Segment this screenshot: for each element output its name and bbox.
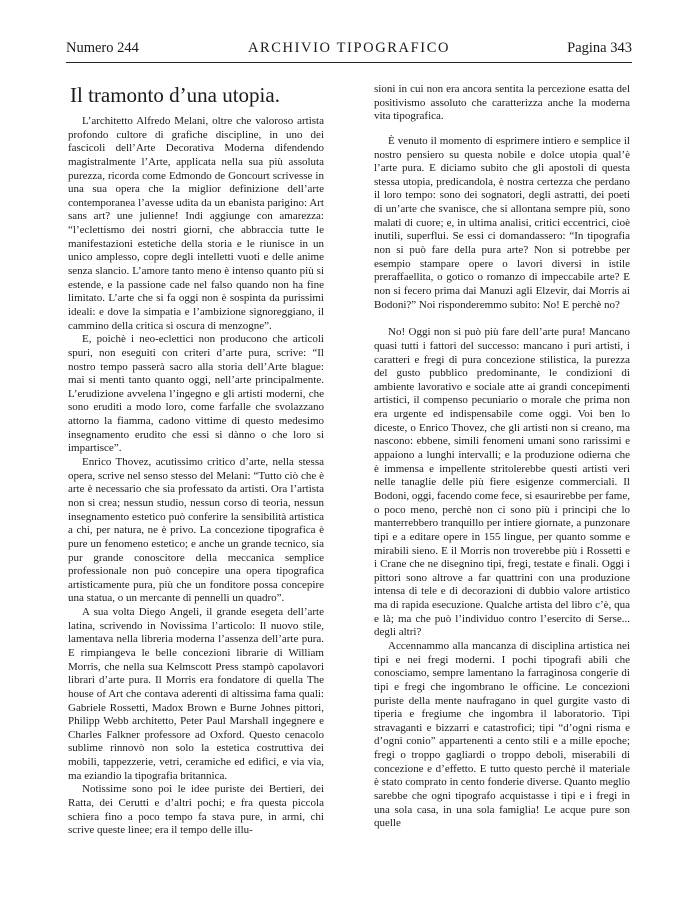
paragraph: E, poichè i neo-eclettici non producono che articoli spuri, non eseguiti con criteri d’arte pura, scrive: “Il nostro tempo passerà sacro alla storia dell’Arte blague: mai si mentì tanto quanto oggi, nell’arte principalmente. L’erudizione avvelena l’ingegno e gli artisti moderni, che sono eruditi a modo loro, come farfalle che svolazzano attorno la fiamma, cadono vittime di questo medesimo insegnamento erudito che essi si dànno o che loro si impartisce”.: [68, 333, 324, 455]
article-title: Il tramonto d’una utopia.: [70, 83, 280, 107]
paragraph: Notissime sono poi le idee puriste dei Bertieri, dei Ratta, dei Cerutti e d’altri pochi; e fra questa piccola schiera fino a poco tempo fa stava pure, in armi, chi scrive queste linee; era il tempo delle illu-: [68, 783, 324, 837]
paragraph: A sua volta Diego Angeli, il grande esegeta dell’arte latina, scrivendo in Novissima l’articolo: Il nuovo stile, lamentava nella libreria moderna l’assenza dell’arte pura. E rimpiangeva le belle concezioni librarie di William Morris, che nella sua Kelmscott Press stampò capolavori librari d’arte pura. Il Morris era fondatore di quella The house of Art che contava aderenti di altissima fama quali: Gabriele Rossetti, Madox Brown e Burne Johnes pittori, Philipp Webb architetto, Peter Paul Marshall ingegnere e Charles Falkner professore ad Oxford. Questo cenacolo sublime rinnovò non solo la estetica costruttiva dei mobili, tappezzerie, vetri, ceramiche ed edifici, e via via, ma eziandio la tipografia britannica.: [68, 606, 324, 782]
paragraph: Enrico Thovez, acutissimo critico d’arte, nella stessa opera, scrive nel senso stesso del Melani: “Tutto ciò che è arte è necessario che sia professato da artisti. Ora l’artista non si crea; nessun studio, nessun corso di teoria, nessun insegnamento estetico può conferire la sensibilità artistica a chi, per natura, ne è privo. La concezione tipografica è pure un fenomeno estetico; e anche un grande tecnico, sia pur grande conoscitore della meccanica semplice professionale non può concepire una opera tipografica artisticamente pura, più che un fonditore possa concepire una statua, o un mercante di pennelli un quadro”.: [68, 456, 324, 605]
running-header: [66, 40, 632, 62]
issue-number: Numero 244: [66, 40, 139, 56]
paragraph: È venuto il momento di esprimere intiero e semplice il nostro pensiero su questa nobile e dolce utopia qual’è l’arte pura. E diciamo subito che gli apostoli di questa stessa utopia, predicandola, è nostra certezza che perdano il loro tempo: sono dei sognatori, degli astratti, dei poeti di un’arte che svanisce, che si allontana sempre più, sono malati di cuore; e, in ultima analisi, critici eccentrici, cioè inutili, superflui. Se essi ci domandassero: “In tipografia non si può fare della pura arte? Non si potrebbe per esempio stampare opere o lavori diversi in istile preraffaellita, o gotico o romanzo di impeccabile arte? E non si fecero prima dai Manuzi agli Elzevir, dai Morris ai Bodoni?” Noi risponderemmo subito: No! E perchè no?: [374, 134, 630, 311]
paragraph: Accennammo alla mancanza di disciplina artistica nei tipi e nei fregi moderni. I pochi tipografi abili che conosciamo, sempre lamentano la farraginosa congerie di tipi e fregi che ingombrano le officine. Le concezioni puriste della mente naufragano in quel gurgite vasto di tiperia e fregiume che ingombra il laboratorio. Tipi stravaganti e bizzarri e catastrofici; tipi “d’ogni risma e d’ogni conio” appartenenti a cento stili e a mille epoche; fregi o troppo gagliardi o troppo deboli, miserabili di concezione e d’effetto. E tutto questo perchè il materiale è stato comprato in cento fonderie diverse. Quanto meglio sarebbe che ogni tipografo acquistasse i tipi e i fregi in una sola casa, in una sola famiglia! Le acque pure son quelle: [374, 639, 630, 830]
paragraph: L’architetto Alfredo Melani, oltre che valoroso artista profondo cultore di grafiche discipline, in uno dei fascicoli dell’Arte Decorativa Moderna difendendo magistralmente l’Arte, applicata nella sua più assoluta purezza, ricorda come Edmondo de Goncourt scrivesse in una sua opera che la miglior definizione dell’arte contemporanea l’avesse udita da un ebanista parigino: Art sans art? une julienne! Indi aggiunge con amarezza: “l’eclettismo dei nostri giorni, che abbraccia tutte le manifestazioni estetiche della storia e le riunisce in un unico amplesso, copre degli intelletti vuoti e delle anime senza slancio. L’amore tanto meno è intenso quanto più si estende, e la passione cade nel falso quando non ha fine limitato. L’arte che si fa oggi non è sospinta da purissimi ideali: e dove la simpatia e l’ambizione signoreggiano, il cammino della critica si oscura di menzogne”.: [68, 115, 324, 332]
page-number: Pagina 343: [567, 40, 632, 56]
left-column: [68, 83, 324, 838]
paragraph: No! Oggi non si può più fare dell’arte pura! Mancano quasi tutti i fattori del successo: mancano i puri artisti, i caratteri e fregi di pura concezione stilistica, la purezza del gusto pubblico predominante, le condizioni di ambiente lavorativo e sociale atte ai grandi concepimenti artistici, il compenso pecuniario o morale che prima non era urgente ed indispensabile come oggi. Voi ben lo diceste, o Enrico Thovez, che gli artisti non si creano, ma nascono: ebbene, simili fenomeni umani sono rarissimi e appaiono a lunghi intervalli; e la produzione odierna che è immensa e impellente stritolerebbe questi artisti veri nelle tanaglie delle più fiere esigenze commerciali. Il Bodoni, oggi, facendo come fece, si esaurirebbe per fame, o poco meno, perchè non ci sono più i principi che lo manterrebbero tranquillo per intiere giornate, a punzonare tipi e a editare opere in 155 lingue, per quanto somme e mirabili sieno. E il Morris non troverebbe più i Rossetti e i Crane che ne disegnino tipi, fregi, testate e finali. Oggi i pittori sono altrove a far quattrini con una produzione intensa di tele e di decorazioni di dubbio valore artistico ma di rapida esecuzione. Qualche artista del libro c’è, qua e là; ma che può l’individuo contro l’esercito di Serse... degli altri?: [374, 326, 630, 639]
header-rule: [66, 62, 632, 63]
journal-title: ARCHIVIO TIPOGRAFICO: [247, 40, 451, 56]
right-column: [374, 83, 630, 831]
paragraph: sioni in cui non era ancora sentita la percezione esatta del positivismo assoluto che caratterizza anche la moderna vita tipografica.: [374, 83, 630, 123]
